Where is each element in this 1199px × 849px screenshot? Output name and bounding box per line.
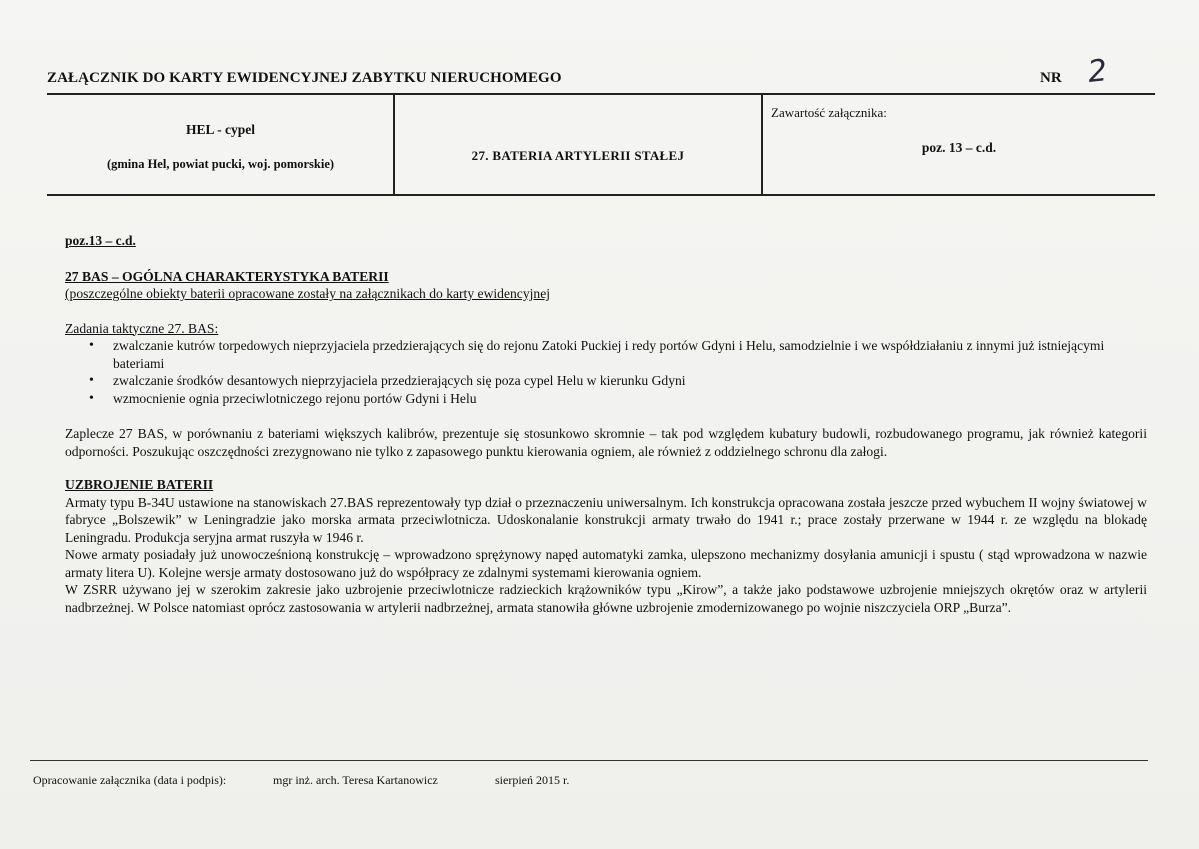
nr-handwritten-value: 2 [1086,53,1109,90]
document-title: ZAŁĄCZNIK DO KARTY EWIDENCYJNEJ ZABYTKU NIERUCHOMEGO [47,70,562,86]
table-divider-2 [761,93,763,196]
object-name: 27. BATERIA ARTYLERII STAŁEJ [471,148,685,163]
footer-author: mgr inż. arch. Teresa Kartanowicz [273,773,438,787]
location-name: HEL - cypel [185,122,255,137]
footer-date: sierpień 2015 r. [495,773,570,787]
paragraph-facilities: Zaplecze 27 BAS, w porównaniu z bateriami większych kalibrów, prezentuje się stosunkowo skromnie – tak pod względem kubatury budowli, rozbudowanego programu, jak również kategorii odporności. Poszukując oszczędności zrezygnowano nie tylko z zapasowego punktu kierowania ogniem, ale również z oddzielnego schronu dla załogi. [65,426,1147,459]
paragraph-armament-3: W ZSRR używano jej w szerokim zakresie jako uzbrojenie przeciwlotnicze radzieckich krążowników typu „Kirow”, a także jako podstawowe uzbrojenie mniejszych okrętów oraz w artylerii nadbrzeżnej. W Polsce natomiast oprócz zastosowania w artylerii nadbrzeżnej, armata stanowiła główne uzbrojenie zmodernizowanego po wojnie niszczyciela ORP „Burza”. [65,582,1147,615]
table-bottom-border [47,194,1155,196]
contents-label: Zawartość załącznika: [771,105,887,120]
footer-label: Opracowanie załącznika (data i podpis): [33,773,227,787]
tasks-list [65,337,1147,407]
tasks-title: Zadania taktyczne 27. BAS: [65,320,219,336]
table-divider-1 [393,93,395,196]
section-title-characteristics: 27 BAS – OGÓLNA CHARAKTERYSTYKA BATERII [65,268,389,284]
list-item: • zwalczanie kutrów torpedowych nieprzyjaciela przedzierających się do rejonu Zatoki Puckiej i redy portów Gdyni i Helu, samodzielnie i we współdziałaniu z innymi już istniejącymi bateriami [113,337,1147,372]
section-subtitle: (poszczególne obiekty baterii opracowane zostały na załącznikach do karty ewidencyjnej [65,286,551,301]
paragraph-armament-1: Armaty typu B-34U ustawione na stanowiskach 27.BAS reprezentowały typ dział o przeznaczeniu uniwersalnym. Ich konstrukcja opracowana została jeszcze przed wybuchem II wojny światowej w fabryce „Bolszewik” w Leningradzie jako morska armata przeciwlotnicza. Udoskonalanie konstrukcji armaty trwało do 1941 r.; prace zostały przerwane w 1944 r. ze względu na blokadę Leningradu. Produkcja seryjna armat ruszyła w 1946 r. [65,494,1147,545]
document-body [65,232,1147,616]
list-item: • wzmocnienie ognia przeciwlotniczego rejonu portów Gdyni i Helu [113,390,1147,408]
contents-value: poz. 13 – c.d. [921,140,997,155]
list-item: • zwalczanie środków desantowych nieprzyjaciela przedzierających się poza cypel Helu w kierunku Gdyni [113,372,1147,390]
footer-divider [30,760,1148,761]
section-title-armament: UZBROJENIE BATERII [65,477,214,492]
location-detail: (gmina Hel, powiat pucki, woj. pomorskie) [106,157,335,171]
table-top-border [47,93,1155,95]
nr-label: NR [1040,70,1062,86]
paragraph-armament-2: Nowe armaty posiadały już unowocześnioną konstrukcję – wprowadzono sprężynowy napęd automatyki zamka, ulepszono mechanizmy dosyłania amunicji i spustu ( stąd wprowadzona w nazwie armaty litera U). Kolejne wersje armaty dostosowano już do współpracy ze zdalnymi systemami kierowania ogniem. [65,547,1147,580]
position-reference: poz.13 – c.d. [65,233,136,248]
